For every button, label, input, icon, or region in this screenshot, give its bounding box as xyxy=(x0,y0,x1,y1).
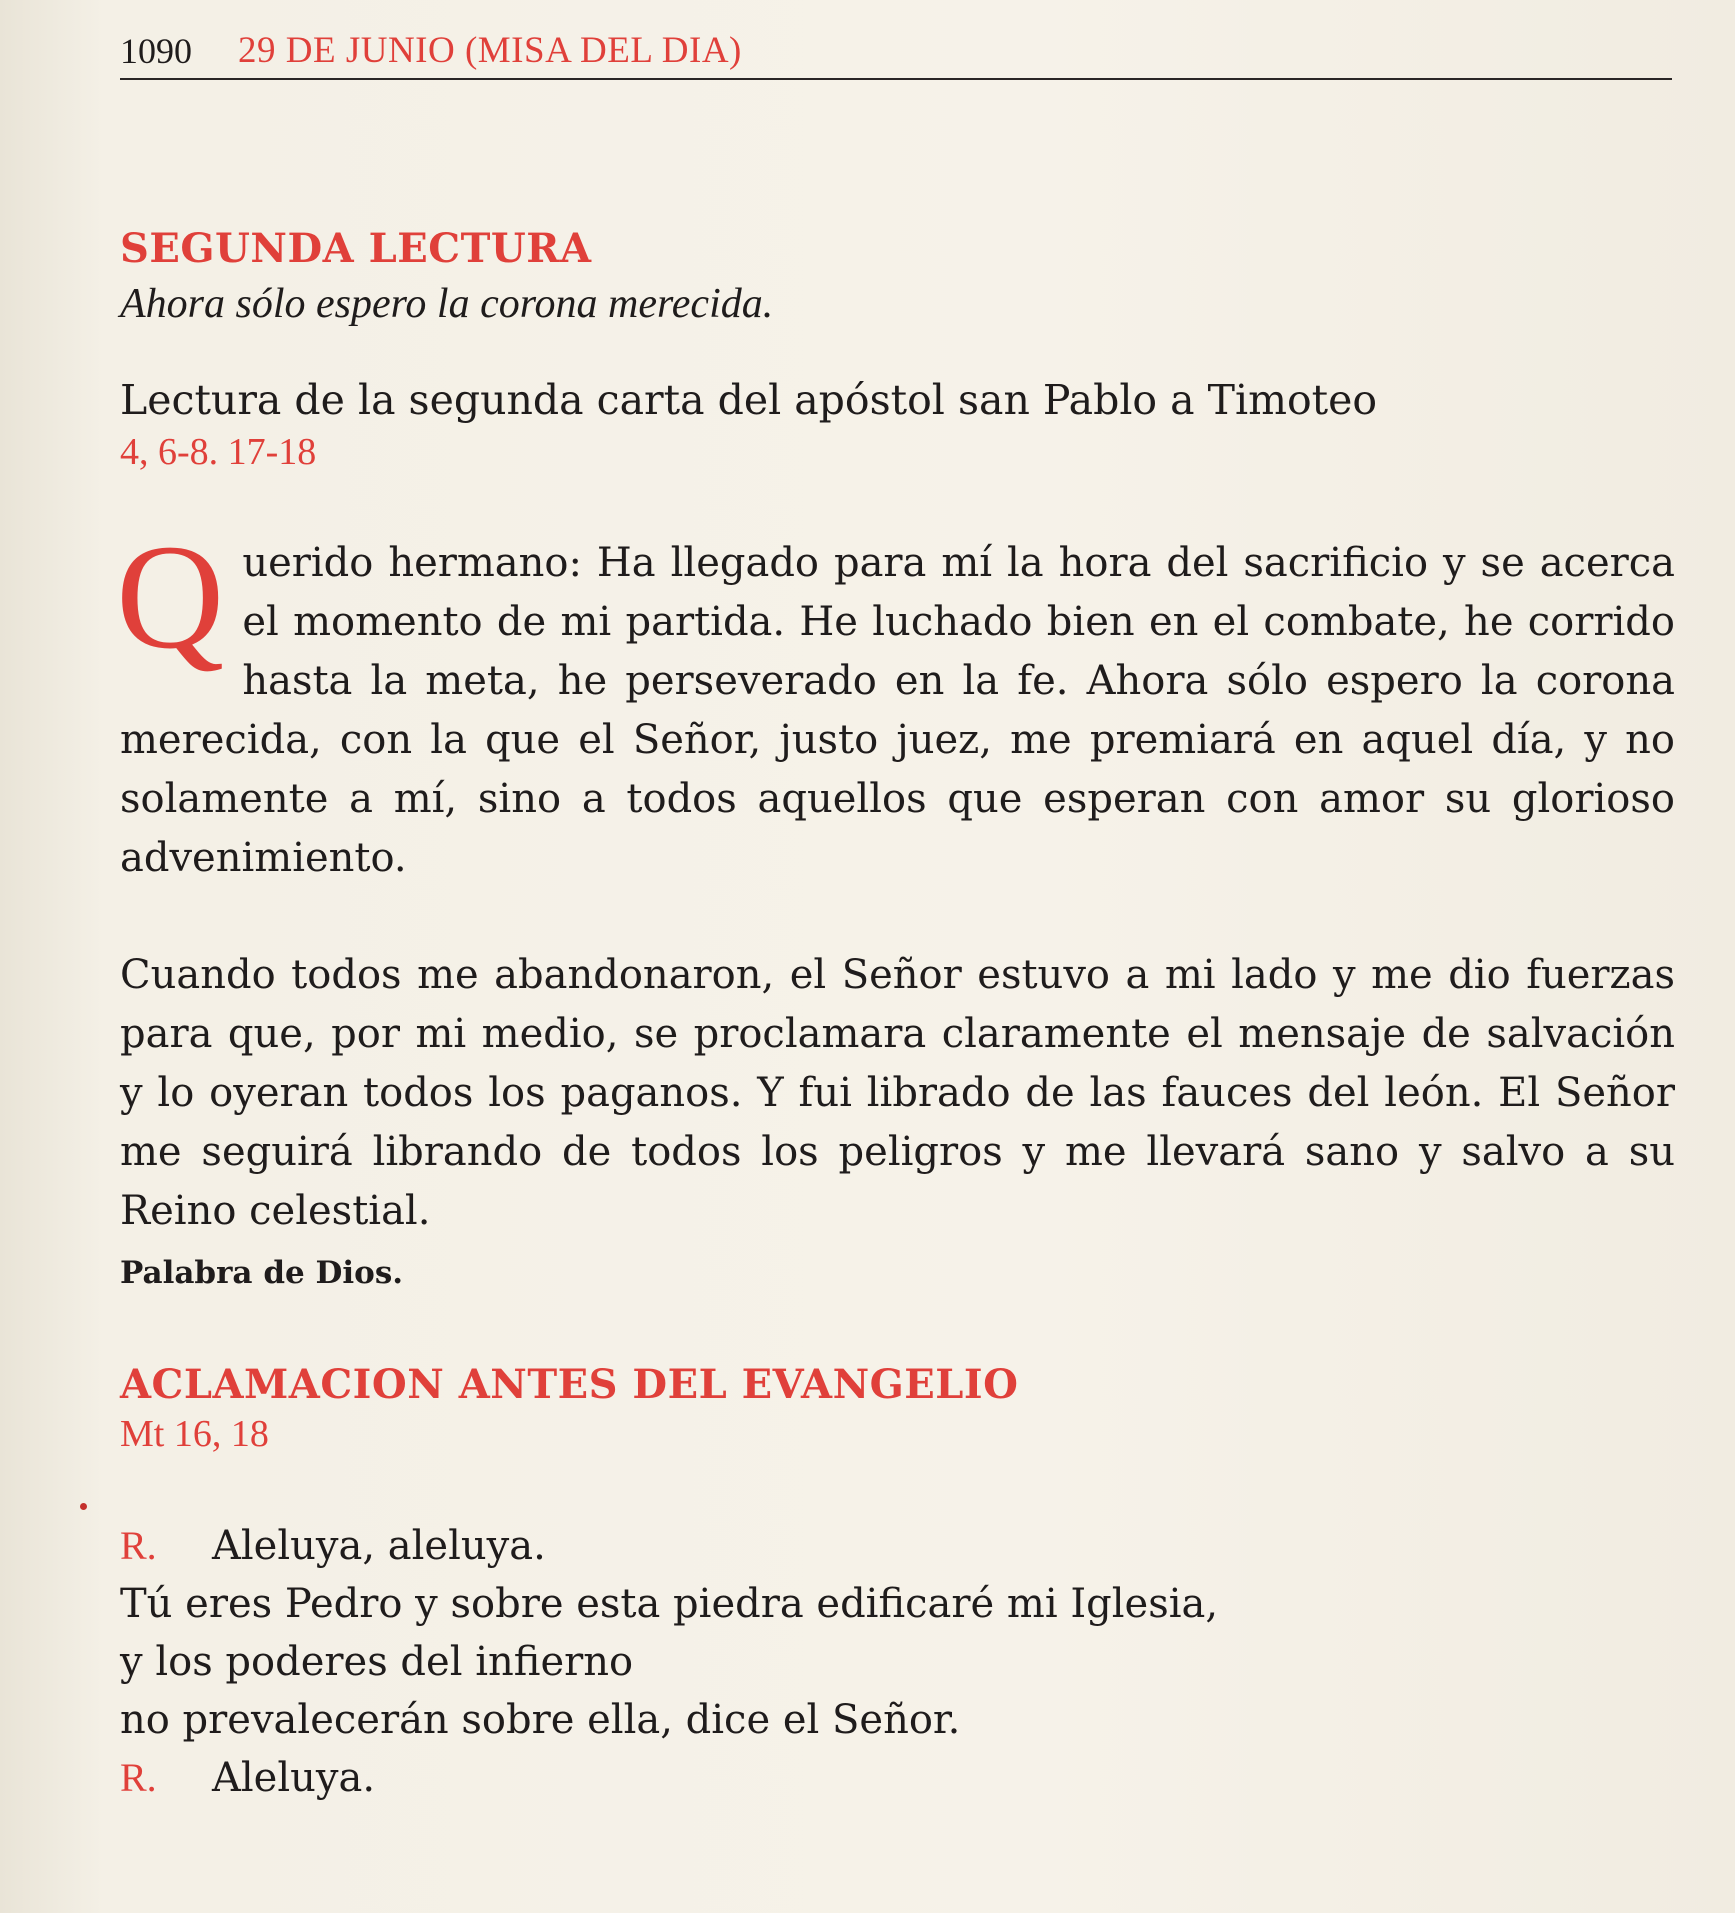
reading-closing: Palabra de Dios. xyxy=(120,1255,404,1292)
reading-intro: Lectura de la segunda carta del apóstol san Pablo a Timoteo xyxy=(120,375,1378,424)
stray-ink-mark xyxy=(80,1503,87,1510)
page-number: 1090 xyxy=(120,31,192,71)
response-text: Aleluya, aleluya. xyxy=(212,1522,546,1569)
reading-paragraph-2: Cuando todos me abandonaron, el Señor estuvo a mi lado y me dio fuerzas para que, por mi medio, se proclamara claramente el mensaje de salvación y lo oyeran todos los paganos. Y fui librado de las fauces del león. El Señor me seguirá librando de todos los peligros y me llevará sano y salvo a su Reino celestial. xyxy=(120,952,1675,1235)
response-line-last xyxy=(120,1749,1675,1807)
reading-paragraph-1-text: uerido hermano: Ha llegado para mí la hora del sacrificio y se acerca el momento de mi partida. He luchado bien en el combate, he corrido hasta la meta, he perseverado en la fe. Ahora sólo espero la corona merecida, con la que el Señor, justo juez, me premiará en aquel día, y no solamente a mí, sino a todos aquellos que esperan con amor su glorioso advenimiento. xyxy=(120,540,1675,882)
reading-citation: 4, 6-8. 17-18 xyxy=(120,430,317,473)
page-header xyxy=(120,22,1672,80)
response-text: Aleluya. xyxy=(212,1754,376,1801)
acclamation-verses xyxy=(120,1517,1675,1807)
verse-line: Tú eres Pedro y sobre esta piedra edificaré mi Iglesia, xyxy=(120,1580,1219,1627)
page-content xyxy=(116,225,1675,1807)
response-marker: R. xyxy=(120,1522,157,1568)
reading-paragraph-1 xyxy=(116,514,1675,888)
acclamation-heading: ACLAMACION ANTES DEL EVANGELIO xyxy=(120,1361,1019,1409)
verse-line: no prevalecerán sobre ella, dice el Señor. xyxy=(120,1696,961,1743)
response-line-first xyxy=(120,1517,1675,1575)
drop-cap: Q xyxy=(116,514,225,681)
verse-line: y los poderes del infierno xyxy=(120,1638,634,1685)
second-reading-subtitle: Ahora sólo espero la corona merecida. xyxy=(120,281,774,327)
response-marker: R. xyxy=(120,1754,157,1800)
acclamation-citation: Mt 16, 18 xyxy=(120,1413,269,1456)
running-title: 29 DE JUNIO (MISA DEL DIA) xyxy=(238,30,742,71)
second-reading-heading: SEGUNDA LECTURA xyxy=(120,225,592,272)
